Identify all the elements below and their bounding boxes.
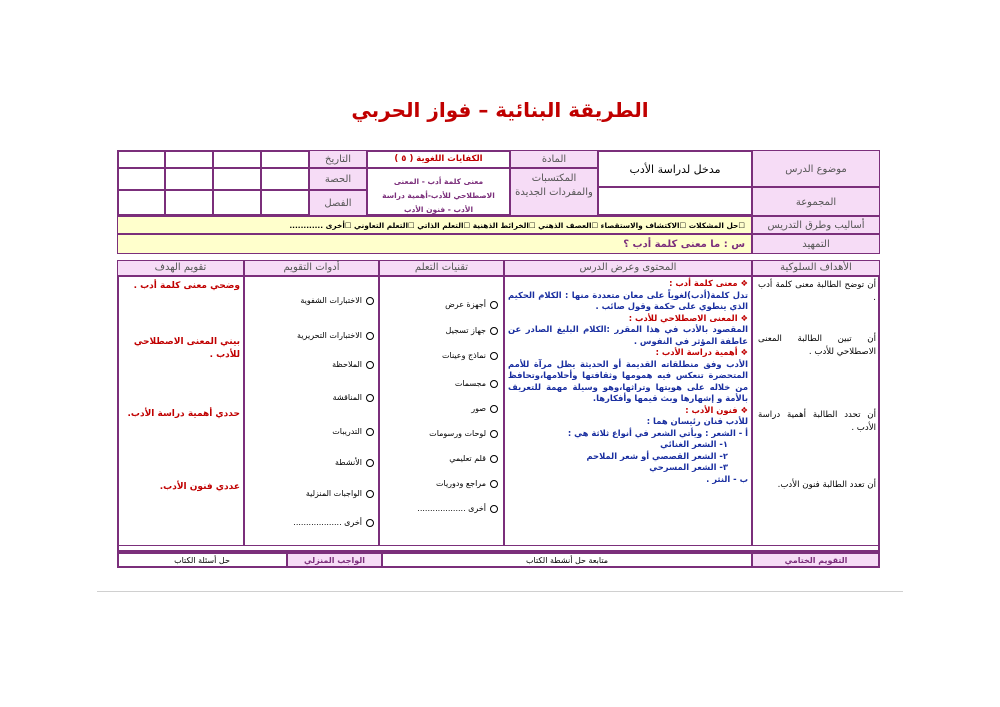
objective-2: أن تبين الطالبة المعنى الاصطلاحي للأدب . [758, 334, 876, 357]
evaluation-4: عددي فنون الأدب. [159, 482, 240, 492]
content-body [508, 278, 748, 485]
homework-label: الواجب المنزلي [287, 552, 382, 568]
technique-item[interactable] [445, 300, 498, 309]
col-content: المحتوى وعرض الدرس [504, 260, 752, 276]
gains-label: المكتسبات والمفردات الجديدة [510, 168, 598, 216]
radio-icon [366, 394, 374, 402]
page-divider [97, 591, 903, 592]
class-label: الفصل [309, 190, 367, 216]
content-prose: ب - النثر . [706, 473, 748, 484]
tool-item[interactable] [332, 427, 374, 436]
grid-cell [117, 190, 165, 216]
grid-cell [261, 190, 309, 216]
tool-label: الملاحظة [332, 360, 362, 369]
tool-label: التدريبات [332, 427, 362, 436]
radio-icon [490, 301, 498, 309]
objective-4: أن تعدد الطالبة فنون الأدب. [777, 480, 876, 490]
content-list-1: ١- الشعر الغنائي [660, 439, 728, 449]
tool-label: الأنشطة [335, 458, 362, 467]
content-heading-3: ❖ أهمية دراسة الأدب : [655, 347, 748, 357]
technique-item[interactable] [449, 454, 498, 463]
methods-label: أساليب وطرق التدريس [752, 216, 880, 234]
radio-icon [490, 405, 498, 413]
tool-label: أخرى ................... [293, 518, 362, 527]
tool-item[interactable] [335, 458, 374, 467]
evaluation-3: حددي أهمية دراسة الأدب. [127, 409, 240, 419]
radio-icon [366, 297, 374, 305]
content-para-2: المقصود بالأدب في هذا المقرر :الكلام البليغ الصادر عن عاطفة المؤثر في النفوس . [508, 324, 748, 346]
evaluation-2: بيني المعنى الاصطلاحي للأدب . [133, 337, 240, 360]
content-heading-1: ❖ معنى كلمة أدب : [669, 278, 748, 288]
subject-label: المادة [510, 150, 598, 168]
technique-item[interactable] [436, 479, 498, 488]
col-objectives: الأهداف السلوكية [752, 260, 880, 276]
final-eval-value: متابعة حل أنشطة الكتاب [382, 552, 752, 568]
date-label: التاريخ [309, 150, 367, 168]
radio-icon [366, 519, 374, 527]
technique-item[interactable] [429, 429, 498, 438]
col-tools: أدوات التقويم [244, 260, 379, 276]
intro-value: س : ما معنى كلمة أدب ؟ [117, 234, 752, 254]
lesson-topic-label: موضوع الدرس [752, 150, 880, 187]
technique-label: جهاز تسجيل [445, 326, 486, 335]
tool-item[interactable] [300, 296, 374, 305]
intro-label: التمهيد [752, 234, 880, 254]
lesson-topic-value: مدخل لدراسة الأدب [598, 150, 752, 187]
grid-cell [117, 150, 165, 168]
content-para-4: للأدب فنان رئيسان هما : [646, 416, 748, 426]
col-techniques: تقنيات التعلم [379, 260, 504, 276]
tool-label: المناقشة [332, 393, 362, 402]
technique-item[interactable] [455, 379, 498, 388]
tool-label: الواجبات المنزلية [305, 489, 362, 498]
tools-column [244, 276, 379, 546]
footer-border [117, 552, 880, 568]
radio-icon [490, 430, 498, 438]
competencies-text: معنى كلمة أدب - المعنى الاصطلاحي للأدب-أهمية دراسة الأدب - فنون الأدب [367, 168, 510, 216]
radio-icon [366, 490, 374, 498]
grid-cell [261, 168, 309, 190]
content-poetry: أ - الشعر : ويأتي الشعر في أنواع ثلاثة هي : [567, 427, 748, 438]
col-evaluation: تقويم الهدف [117, 260, 244, 276]
group-label: المجموعة [752, 187, 880, 216]
content-heading-4: ❖ فنون الأدب : [685, 404, 748, 415]
homework-value: حل أسئلة الكتاب [117, 552, 287, 568]
tool-item[interactable] [332, 360, 374, 369]
grid-cell [261, 150, 309, 168]
technique-label: صور [471, 404, 486, 413]
grid-cell [165, 168, 213, 190]
period-label: الحصة [309, 168, 367, 190]
evaluation-1: وضحي معنى كلمة أدب . [133, 281, 240, 291]
tool-label: الاختبارات التحريرية [297, 331, 362, 340]
radio-icon [366, 459, 374, 467]
competencies-title: الكفايات اللغوية ( ٥ ) [367, 150, 510, 168]
technique-label: مجسمات [454, 379, 486, 388]
technique-item[interactable] [471, 404, 498, 413]
tool-item[interactable] [293, 518, 374, 527]
content-para-1: تدل كلمة(أدب)لغوياً على معان متعددة منها : الكلام الحكيم الذي ينطوي على حكمة وقول صائب . [508, 289, 748, 311]
technique-label: أخرى ................... [417, 504, 486, 513]
objective-3: أن تحدد الطالبة أهمية دراسة الأدب . [758, 410, 876, 433]
radio-icon [366, 332, 374, 340]
group-value [598, 187, 752, 216]
radio-icon [490, 505, 498, 513]
technique-label: أجهزة عرض [445, 300, 486, 309]
technique-item[interactable] [442, 351, 498, 360]
content-list-3: ٣- الشعر المسرحي [649, 462, 728, 472]
objective-1: أن توضح الطالبة معنى كلمة أدب . [758, 280, 876, 303]
radio-icon [366, 428, 374, 436]
technique-label: مراجع ودوريات [435, 479, 486, 488]
page-title: الطريقة البنائية – فواز الحربي [351, 98, 649, 122]
technique-item[interactable] [417, 504, 498, 513]
technique-label: لوحات ورسومات [429, 429, 486, 438]
tool-item[interactable] [306, 489, 374, 498]
tool-item[interactable] [333, 393, 374, 402]
technique-label: نماذج وعينات [442, 351, 486, 360]
radio-icon [366, 361, 374, 369]
grid-cell [117, 168, 165, 190]
grid-cell [213, 168, 261, 190]
grid-cell [165, 150, 213, 168]
content-list-2: ٢- الشعر القصصي أو شعر الملاحم [586, 450, 728, 461]
grid-cell [213, 190, 261, 216]
technique-item[interactable] [446, 326, 498, 335]
tool-label: الاختبارات الشفوية [300, 296, 362, 305]
radio-icon [490, 380, 498, 388]
content-heading-2: ❖ المعنى الاصطلاحي للأدب : [628, 312, 748, 323]
radio-icon [490, 455, 498, 463]
final-eval-label: التقويم الختامي [752, 552, 880, 568]
methods-value: ☐حل المشكلات ☐الاكتشاف والاستقصاء ☐العصف الذهني ☐الخرائط الذهنية ☐التعلم الذاتي ☐التعلم التعاوني ☐أخرى ............ [117, 216, 752, 234]
content-para-3: الأدب وفق منطلقاته القديمة أو الحديثة يظل مرآة للأمم المتحضرة تنعكس فيه همومها وثقافتها وأحلامها،وتحافظ من خلاله على هويتها وتراثها،وهو وسيلة مهمة للتعريف بالأمة و إشهارها وبث قيمها وأفكارها. [508, 358, 748, 403]
radio-icon [490, 352, 498, 360]
tool-item[interactable] [297, 331, 374, 340]
technique-label: قلم تعليمي [449, 454, 486, 463]
grid-cell [165, 190, 213, 216]
radio-icon [490, 327, 498, 335]
radio-icon [490, 480, 498, 488]
grid-cell [213, 150, 261, 168]
